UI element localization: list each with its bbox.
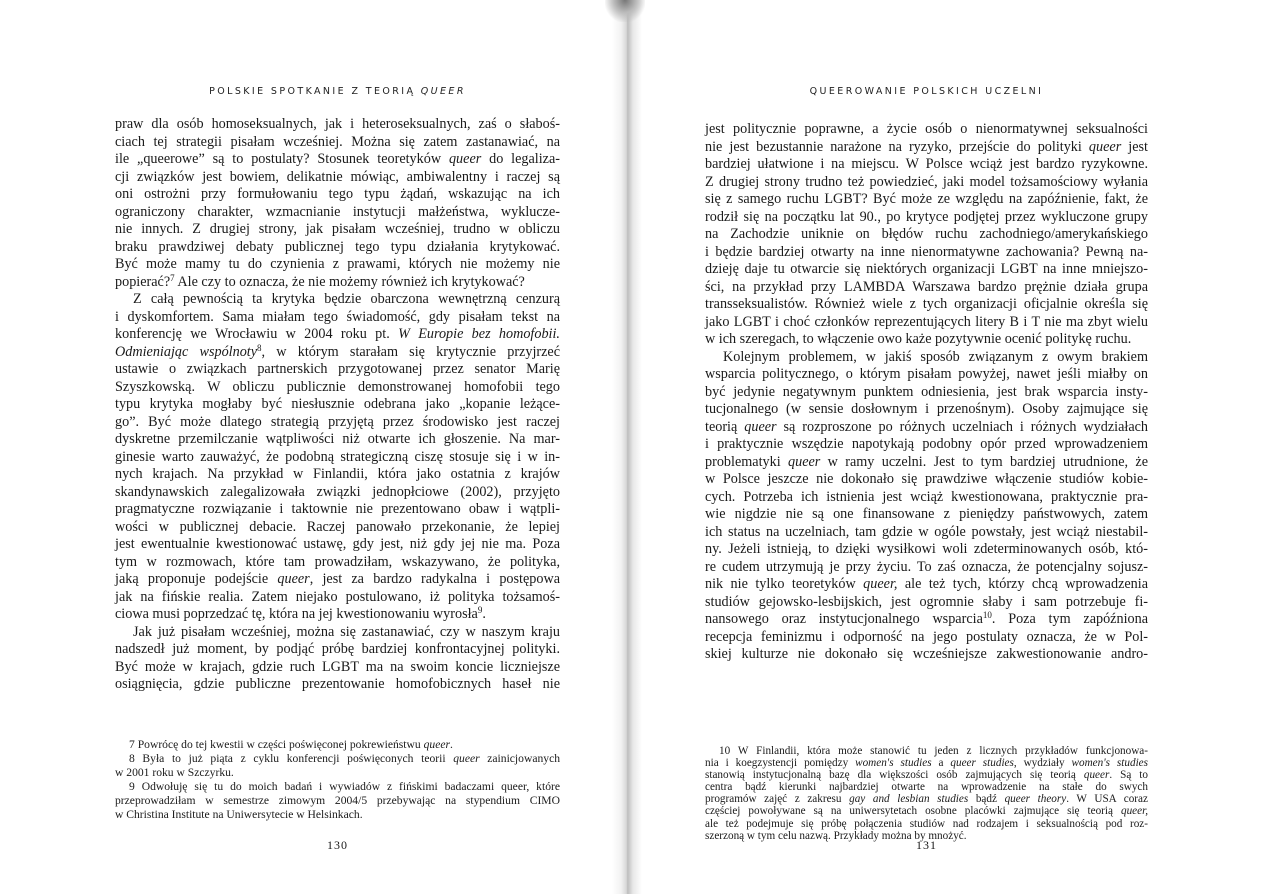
text-run: Szyszkowską. W obliczu publicznie demonstrowanej homofobii tego bbox=[115, 378, 560, 395]
text-run: ści, na przykład przy LAMBDA Warszawa bardzo prężnie działa grupa bbox=[705, 278, 1148, 295]
text-line bbox=[115, 519, 560, 537]
text-run: bądź bbox=[968, 793, 1005, 806]
text-line bbox=[705, 781, 1148, 793]
text-line bbox=[705, 419, 1148, 437]
text-line bbox=[705, 436, 1148, 454]
text-line bbox=[705, 401, 1148, 419]
text-run: jako LGBT i choć członków reprezentujących litery B i T nie ma zbyt wielu bbox=[705, 313, 1148, 330]
text-line bbox=[115, 431, 560, 449]
text-line bbox=[115, 589, 560, 607]
text-line bbox=[705, 646, 1148, 664]
text-run: przeprowadziłam w semestrze zimowym 2004/5 przebywając na stypendium CIMO bbox=[115, 794, 560, 807]
text-run: zainicjowanych bbox=[479, 752, 561, 765]
text-run: wości w publicznej debacie. Raczej panowało przekonanie, że lepiej bbox=[115, 518, 560, 535]
italic-run: queer bbox=[448, 151, 482, 167]
text-line bbox=[705, 261, 1148, 279]
text-line bbox=[115, 204, 560, 222]
text-run: ciach tej strategii pisałam wcześniej. Można się zatem zastanawiać, na bbox=[115, 133, 560, 150]
text-run: centra bądź kierunki najbardziej otwarte na wprowadzenie na stałe do swych bbox=[705, 781, 1148, 794]
text-line bbox=[115, 659, 560, 677]
text-run: teorią bbox=[705, 418, 745, 435]
italic-run: queer bbox=[744, 418, 777, 435]
text-line bbox=[705, 174, 1148, 192]
text-line bbox=[115, 501, 560, 519]
text-run: nadszedł już moment, by podjąć próbę bardziej konfrontacyjnej polityki. bbox=[115, 641, 560, 657]
text-line bbox=[115, 221, 560, 239]
text-run: dzieję daje tu otwarcie się niektórych organizacji LGBT na inne mniejszo- bbox=[705, 261, 1148, 277]
running-head-text: POLSKIE SPOTKANIE Z TEORIĄ bbox=[209, 86, 421, 97]
text-line bbox=[115, 239, 560, 257]
text-run: Ale czy to oznacza, że nie możemy również ich krytykować? bbox=[174, 273, 525, 290]
text-run: Być może mamy tu do czynienia z prawami, których nie możemy nie bbox=[115, 256, 560, 272]
text-run: konferencję we Wrocławiu w 2004 roku pt. bbox=[115, 326, 399, 342]
text-run: ich status na uczelniach, tam gdzie w ogóle powstały, jest wciąż niestabil- bbox=[705, 523, 1148, 540]
text-line bbox=[115, 256, 560, 274]
text-run: ale też podejmuje się próbę połączenia studiów nad rodzajem i seksualnością pod roz- bbox=[705, 817, 1148, 830]
text-run: jest politycznie poprawne, a życie osób o nienormatywnej seksualności bbox=[705, 121, 1148, 137]
text-run: ny. Jeżeli istnieją, to dzięki wysiłkowi woli zdeterminowanych osób, któ- bbox=[705, 541, 1148, 557]
footnote-ref: 7 bbox=[170, 272, 175, 283]
page-number: 131 bbox=[916, 838, 937, 852]
text-run: jak na fińskie realia. Zatem niejako postulowano, iż polityka tożsamoś- bbox=[115, 588, 560, 605]
text-line bbox=[115, 379, 560, 397]
text-run: skiej kulturze nie dokonało się wcześniejsze zakwestionowanie andro- bbox=[705, 646, 1148, 662]
text-line bbox=[705, 279, 1148, 297]
text-run: ginesie warto zauważyć, że podobną strategiczną ciszę stosuje się i w in- bbox=[115, 448, 560, 465]
text-run: go”. Być może dlatego strategią przyjętą przez środowisko jest raczej bbox=[115, 413, 560, 430]
left-page bbox=[0, 0, 615, 894]
text-run: na Zachodzie uniknie on błędów ruchu zachodniego/amerykańskiego bbox=[705, 226, 1148, 242]
text-line bbox=[705, 576, 1148, 594]
text-run: , w którym starałam się krytycznie przyjrzeć bbox=[261, 343, 560, 360]
italic-run: Odmieniając wspólnoty bbox=[115, 343, 258, 360]
text-line bbox=[705, 244, 1148, 262]
text-run: wsparcia politycznego, o którym pisałam powyżej, nawet jeśli miałby on bbox=[705, 366, 1148, 382]
italic-run: women's studies bbox=[1071, 757, 1148, 770]
text-line bbox=[115, 606, 560, 624]
running-head-text: QUEEROWANIE POLSKICH UCZELNI bbox=[809, 86, 1044, 97]
text-run: i dyskomfortem. Sama miałam tego świadomość, gdy pisałam tekst na bbox=[115, 308, 560, 325]
text-line bbox=[115, 344, 560, 362]
text-line bbox=[705, 296, 1148, 314]
text-run: oni ostrożni przy formułowaniu tego typu żądań, wskazując na ich bbox=[115, 186, 560, 202]
text-run: tucjonalnego (w sensie dosłownym i przenośnym). Osoby zajmujące się bbox=[705, 401, 1148, 417]
text-line bbox=[115, 466, 560, 484]
text-line bbox=[115, 624, 560, 642]
text-run: jaką proponuje podejście bbox=[115, 571, 278, 587]
text-line bbox=[705, 489, 1148, 507]
text-run: nie jest bezustannie narażone na ryzyko, przejście do polityki bbox=[705, 138, 1089, 155]
text-line bbox=[705, 611, 1148, 629]
text-line bbox=[115, 291, 560, 309]
italic-run: queer bbox=[1088, 138, 1122, 155]
footnotes bbox=[115, 738, 560, 822]
text-line bbox=[115, 169, 560, 187]
text-run: 10 W Finlandii, która może stanowić tu jeden z licznych przykładów funkcjonowa- bbox=[719, 745, 1148, 757]
text-line bbox=[115, 752, 560, 766]
text-line bbox=[705, 366, 1148, 384]
text-run: re cudem utrzymują je przy życiu. To zaś oznacza, że potencjalny sojusz- bbox=[705, 558, 1148, 575]
italic-run: women's studies bbox=[855, 757, 932, 770]
page-number: 130 bbox=[327, 838, 348, 852]
text-line bbox=[705, 139, 1148, 157]
text-line bbox=[115, 449, 560, 467]
text-run: 8 Była to już piąta z cyklu konferencji poświęconych teorii bbox=[129, 752, 454, 765]
text-line bbox=[705, 805, 1148, 817]
text-run: w ramy uczelni. Jest to tym bardziej utrudnione, że bbox=[820, 453, 1148, 470]
text-run: jest bbox=[1121, 138, 1148, 155]
text-line bbox=[705, 745, 1148, 757]
text-line bbox=[115, 116, 560, 134]
text-run: Być może w krajach, gdzie ruch LGBT ma na swoim koncie liczniejsze bbox=[115, 658, 560, 675]
text-run: w Polsce jeszcze nie dokonało się prawdziwe włączenie studiów kobie- bbox=[705, 471, 1148, 487]
text-run: , jest za bardzo radykalna i postępowa bbox=[309, 571, 561, 587]
text-line bbox=[115, 738, 560, 752]
text-line bbox=[705, 793, 1148, 805]
text-line bbox=[705, 769, 1148, 781]
text-run: pragmatyczne rozwiązanie i taktownie nie prezentowano obaw i wątpli- bbox=[115, 501, 560, 517]
text-line bbox=[115, 326, 560, 344]
text-line bbox=[705, 541, 1148, 559]
text-line bbox=[705, 384, 1148, 402]
text-run: Z całą pewnością ta krytyka będzie obarczona wewnętrzną cenzurą bbox=[133, 291, 560, 307]
text-run: w ich szeregach, to włączenie owo każe pozytywnie ocenić politykę ruchu. bbox=[705, 331, 1132, 347]
text-run: do legaliza- bbox=[481, 151, 561, 167]
text-run: i praktycznie wszędzie napotykają podobny opór przed wprowadzeniem bbox=[705, 436, 1148, 452]
text-line bbox=[705, 121, 1148, 139]
text-run: być jedynie negatywnym punktem odniesienia, jest brak wsparcia insty- bbox=[705, 383, 1148, 400]
text-line bbox=[705, 156, 1148, 174]
text-run: jest ewentualnie kwestionować ustawę, gdy jest, niż gdy jej nie ma. Poza bbox=[115, 536, 560, 552]
text-run: ograniczony charakter, wzmacnianie instytucji małżeństwa, wyklucze- bbox=[115, 203, 560, 220]
text-line bbox=[705, 629, 1148, 647]
text-run: się z samego ruchu LGBT? Być może ze względu na zapóźnienie, fakt, że bbox=[705, 191, 1148, 207]
text-line bbox=[115, 274, 560, 292]
italic-run: queer bbox=[423, 738, 451, 751]
text-run: są rozproszone po różnych uczelniach i różnych wydziałach bbox=[776, 418, 1149, 435]
text-line bbox=[705, 594, 1148, 612]
text-run: osiągnięcia, gdzie publiczne prezentowanie homofobicznych haseł nie bbox=[115, 676, 560, 692]
text-run: cji związków jest bowiem, delikatnie mówiąc, ambiwalentny i raczej są bbox=[115, 168, 560, 185]
running-head-italic: QUEER bbox=[420, 86, 466, 97]
text-run: Kolejnym problemem, w jakiś sposób związanym z owym brakiem bbox=[723, 348, 1148, 365]
text-line bbox=[705, 226, 1148, 244]
text-line bbox=[705, 818, 1148, 830]
text-run: transseksualistów. Również wiele z tych organizacji oficjalnie określa się bbox=[705, 296, 1148, 312]
text-run: . Poza tym zapóźniona bbox=[991, 611, 1148, 627]
text-run: problematyki bbox=[705, 453, 788, 470]
text-run: nie innych. Z drugiej strony, jak pisałam wcześniej, trudno w obliczu bbox=[115, 221, 560, 237]
text-run: popierać? bbox=[115, 273, 171, 290]
book-gutter-shadow bbox=[612, 0, 642, 894]
text-run: programów zajęć z zakresu bbox=[705, 793, 850, 806]
text-run: tym w rozmowach, które tam prowadziłam, wskazywano, że polityka, bbox=[115, 553, 560, 570]
text-run: braku prawdziwej debaty publicznej tego typu działania krytykować. bbox=[115, 238, 560, 255]
body-text bbox=[115, 116, 560, 694]
italic-run: queer bbox=[277, 571, 310, 587]
italic-run: gay and lesbian studies bbox=[849, 793, 969, 806]
text-run: częściej powoływane są na uniwersytetach osobne placówki zajmujące się teorią bbox=[705, 805, 1121, 818]
text-line bbox=[705, 209, 1148, 227]
text-line bbox=[705, 757, 1148, 769]
text-line bbox=[115, 554, 560, 572]
text-run: nik nie tylko teoretyków bbox=[705, 576, 864, 592]
text-run: skandynawskich zalegalizowała związki jednopłciowe (2002), przyjęto bbox=[115, 483, 560, 500]
text-run: . Są to bbox=[1109, 769, 1148, 782]
text-run: Z drugiej strony trudno też powiedzieć, jaki model tożsamościowy wyłania bbox=[705, 173, 1148, 190]
text-run: ale też tych, którzy chcą wprowadzenia bbox=[897, 576, 1148, 592]
text-line bbox=[705, 524, 1148, 542]
footnote-ref: 8 bbox=[257, 342, 262, 353]
text-run: wie nigdzie nie są one finansowane z pieniędzy państwowych, zatem bbox=[705, 506, 1148, 522]
text-run: i będzie bardziej otwarty na inne nienormatywne zachowania? Pewną na- bbox=[705, 243, 1148, 260]
text-line bbox=[705, 454, 1148, 472]
footnote-ref: 9 bbox=[477, 605, 483, 615]
text-line bbox=[115, 808, 560, 822]
text-line bbox=[115, 396, 560, 414]
text-run: a bbox=[931, 757, 951, 770]
italic-run: W Europie bez homofobii. bbox=[398, 326, 560, 342]
text-line bbox=[115, 484, 560, 502]
text-line bbox=[115, 134, 560, 152]
text-run: ile „queerowe” są to postulaty? Stosunek teoretyków bbox=[115, 151, 449, 167]
text-line bbox=[115, 414, 560, 432]
text-run: dyskretne przemilczanie wątpliwości niż otwarte ich głoszenie. Na mar- bbox=[115, 431, 560, 447]
text-run: . bbox=[482, 606, 486, 622]
text-run: ciowa musi poprzedzać tę, która na jej kwestionowaniu wyrosła bbox=[115, 606, 478, 622]
text-run: nansowego oraz instytucjonalnego wsparcia bbox=[705, 611, 983, 627]
italic-run: queer theory bbox=[1004, 793, 1067, 806]
text-run: w 2001 roku w Szczyrku. bbox=[115, 766, 234, 779]
text-run: recepcja feminizmu i odporność na jego postulaty oznacza, że w Pol- bbox=[705, 628, 1148, 645]
text-line bbox=[115, 794, 560, 808]
text-run: 7 Powrócę do tej kwestii w części poświęconej pokrewieństwu bbox=[129, 738, 424, 751]
italic-run: queer studies bbox=[950, 757, 1014, 770]
text-line bbox=[705, 191, 1148, 209]
italic-run: queer bbox=[1083, 769, 1110, 782]
text-run: , wydziały bbox=[1013, 757, 1072, 770]
italic-run: queer, bbox=[863, 576, 898, 592]
text-run: szerzoną w tym celu nazwą. Przykłady można by mnożyć. bbox=[705, 829, 967, 842]
text-run: cych. Potrzeba ich istnienia jest wciąż kwestionowana, praktycznie pra- bbox=[705, 488, 1148, 505]
text-line bbox=[115, 641, 560, 659]
text-run: w Christina Institute na Uniwersytecie w Helsinkach. bbox=[115, 808, 363, 821]
text-line bbox=[705, 349, 1148, 367]
running-head bbox=[705, 86, 1148, 97]
text-run: typu krytyka mogłaby być niesłusznie odebrana jako „kopanie leżące- bbox=[115, 396, 560, 412]
text-run: . bbox=[450, 738, 453, 751]
text-line bbox=[115, 676, 560, 694]
footnotes bbox=[705, 745, 1148, 842]
italic-run: queer bbox=[788, 453, 821, 470]
text-line bbox=[115, 536, 560, 554]
text-run: 9 Odwołuję się tu do moich badań i wywiadów z fińskimi badaczami queer, które bbox=[129, 780, 560, 793]
italic-run: queer bbox=[453, 752, 480, 765]
text-line bbox=[115, 361, 560, 379]
text-line bbox=[115, 151, 560, 169]
body-text bbox=[705, 121, 1148, 664]
text-line bbox=[705, 331, 1148, 349]
text-line bbox=[115, 309, 560, 327]
italic-run: queer, bbox=[1120, 805, 1148, 818]
text-run: praw dla osób homoseksualnych, jak i heteroseksualnych, zaś o słaboś- bbox=[115, 116, 560, 132]
text-line bbox=[115, 766, 560, 780]
text-line bbox=[115, 780, 560, 794]
text-run: rodził się na początku lat 90., po krytyce podjętej przez wykluczone grupy bbox=[705, 208, 1148, 225]
text-line bbox=[115, 186, 560, 204]
text-line bbox=[115, 571, 560, 589]
text-run: ustawie o związkach partnerskich przygotowanej przez senator Marię bbox=[115, 361, 560, 377]
text-run: stanowią instytucjonalną bazę dla większości osób zajmujących się teorią bbox=[705, 769, 1084, 782]
text-run: Jak już pisałam wcześniej, można się zastanawiać, czy w naszym kraju bbox=[133, 623, 560, 640]
footnote-ref: 10 bbox=[982, 610, 992, 620]
text-line bbox=[705, 506, 1148, 524]
text-run: . W USA coraz bbox=[1066, 793, 1148, 806]
text-run: nia i koegzystencji pomiędzy bbox=[705, 757, 856, 770]
running-head bbox=[115, 86, 560, 97]
text-run: nych krajach. Na przykład w Finlandii, która jako ostatnia z krajów bbox=[115, 466, 560, 482]
right-page bbox=[640, 0, 1262, 894]
text-line bbox=[705, 471, 1148, 489]
text-line bbox=[705, 314, 1148, 332]
text-line bbox=[705, 559, 1148, 577]
text-run: bardziej ułatwione i na miejscu. W Polsce wciąż jest bardzo ryzykowne. bbox=[705, 156, 1148, 172]
text-run: studiów gejowsko-lesbijskich, jest ogromnie słaby i sam potrzebuje fi- bbox=[705, 593, 1148, 610]
